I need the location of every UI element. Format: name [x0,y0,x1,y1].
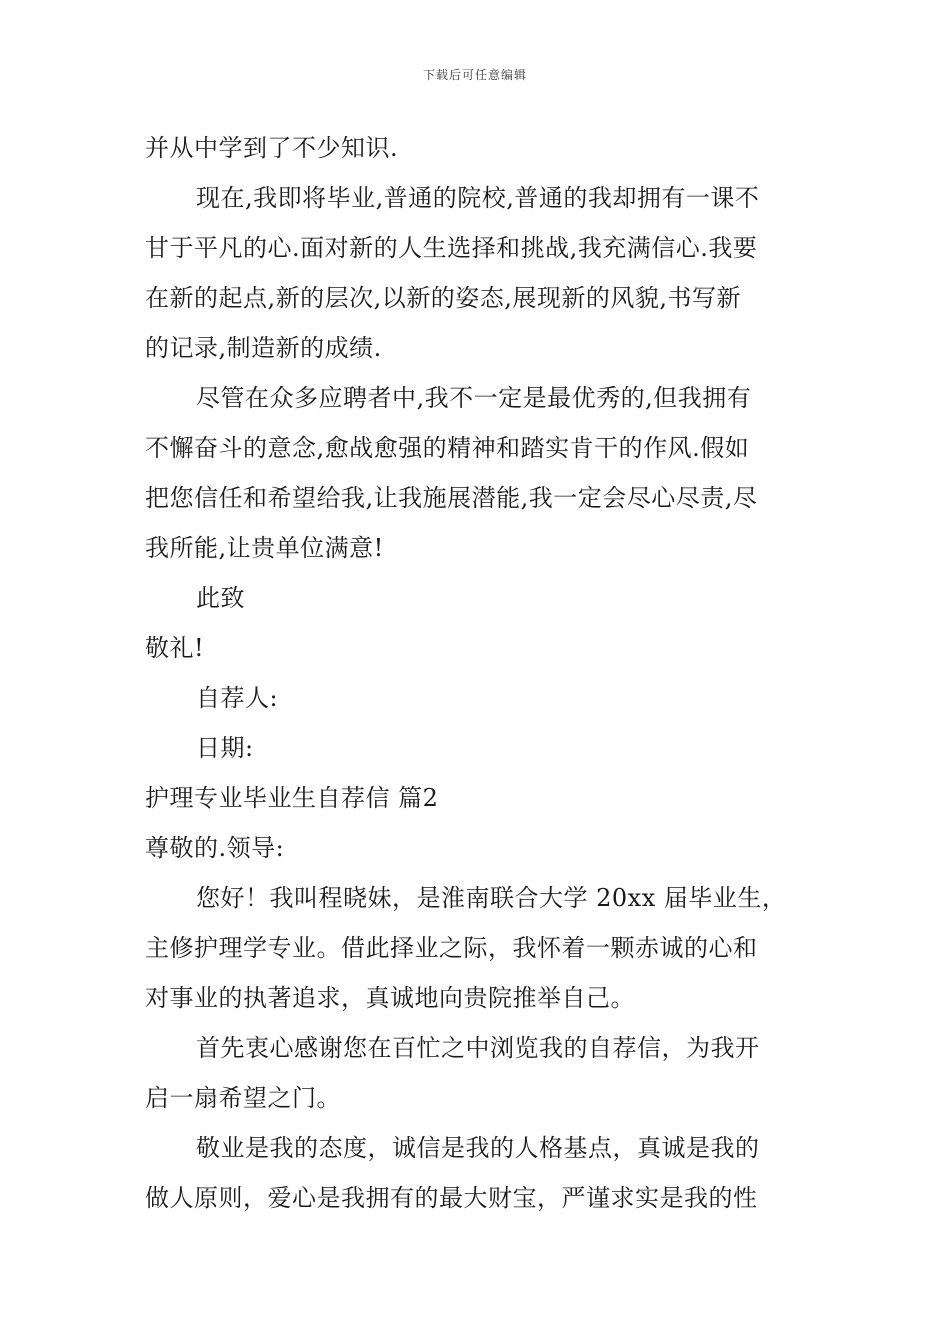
body-line: 首先衷心感谢您在百忙之中浏览我的自荐信，为我开 [196,1034,760,1062]
section-title: 护理专业毕业生自荐信 篇2 [145,784,439,812]
body-line: 不懈奋斗的意念,愈战愈强的精神和踏实肯干的作风.假如 [145,434,750,462]
greeting-line: 尊敬的.领导: [145,834,285,862]
page-header: 下载后可任意编辑 [422,68,527,82]
body-line: 您好！我叫程晓妹，是淮南联合大学 20xx 届毕业生， [196,884,787,912]
body-line: 我所能,让贵单位满意! [145,534,384,562]
closing-line: 此致 [196,584,245,612]
body-line: 在新的起点,新的层次,以新的姿态,展现新的风貌,书写新 [145,284,742,312]
body-line: 现在,我即将毕业,普通的院校,普通的我却拥有一课不 [196,184,760,212]
body-line: 的记录,制造新的成绩. [145,334,382,362]
body-line: 并从中学到了不少知识. [145,134,399,162]
body-line: 主修护理学专业。借此择业之际，我怀着一颗赤诚的心和 [145,934,758,962]
body-line: 把您信任和希望给我,让我施展潜能,我一定会尽心尽责,尽 [145,484,758,512]
body-line: 启一扇希望之门。 [145,1084,341,1112]
body-line: 敬业是我的态度，诚信是我的人格基点，真诚是我的 [196,1134,760,1162]
signature-line: 自荐人: [196,684,279,712]
body-line: 尽管在众多应聘者中,我不一定是最优秀的,但我拥有 [196,384,752,412]
date-line: 日期: [196,734,254,762]
body-line: 甘于平凡的心.面对新的人生选择和挑战,我充满信心.我要 [145,234,758,262]
body-line: 做人原则，爱心是我拥有的最大财宝，严谨求实是我的性 [145,1184,758,1212]
salutation-line: 敬礼! [145,634,205,662]
body-line: 对事业的执著追求，真诚地向贵院推举自己。 [145,984,635,1012]
